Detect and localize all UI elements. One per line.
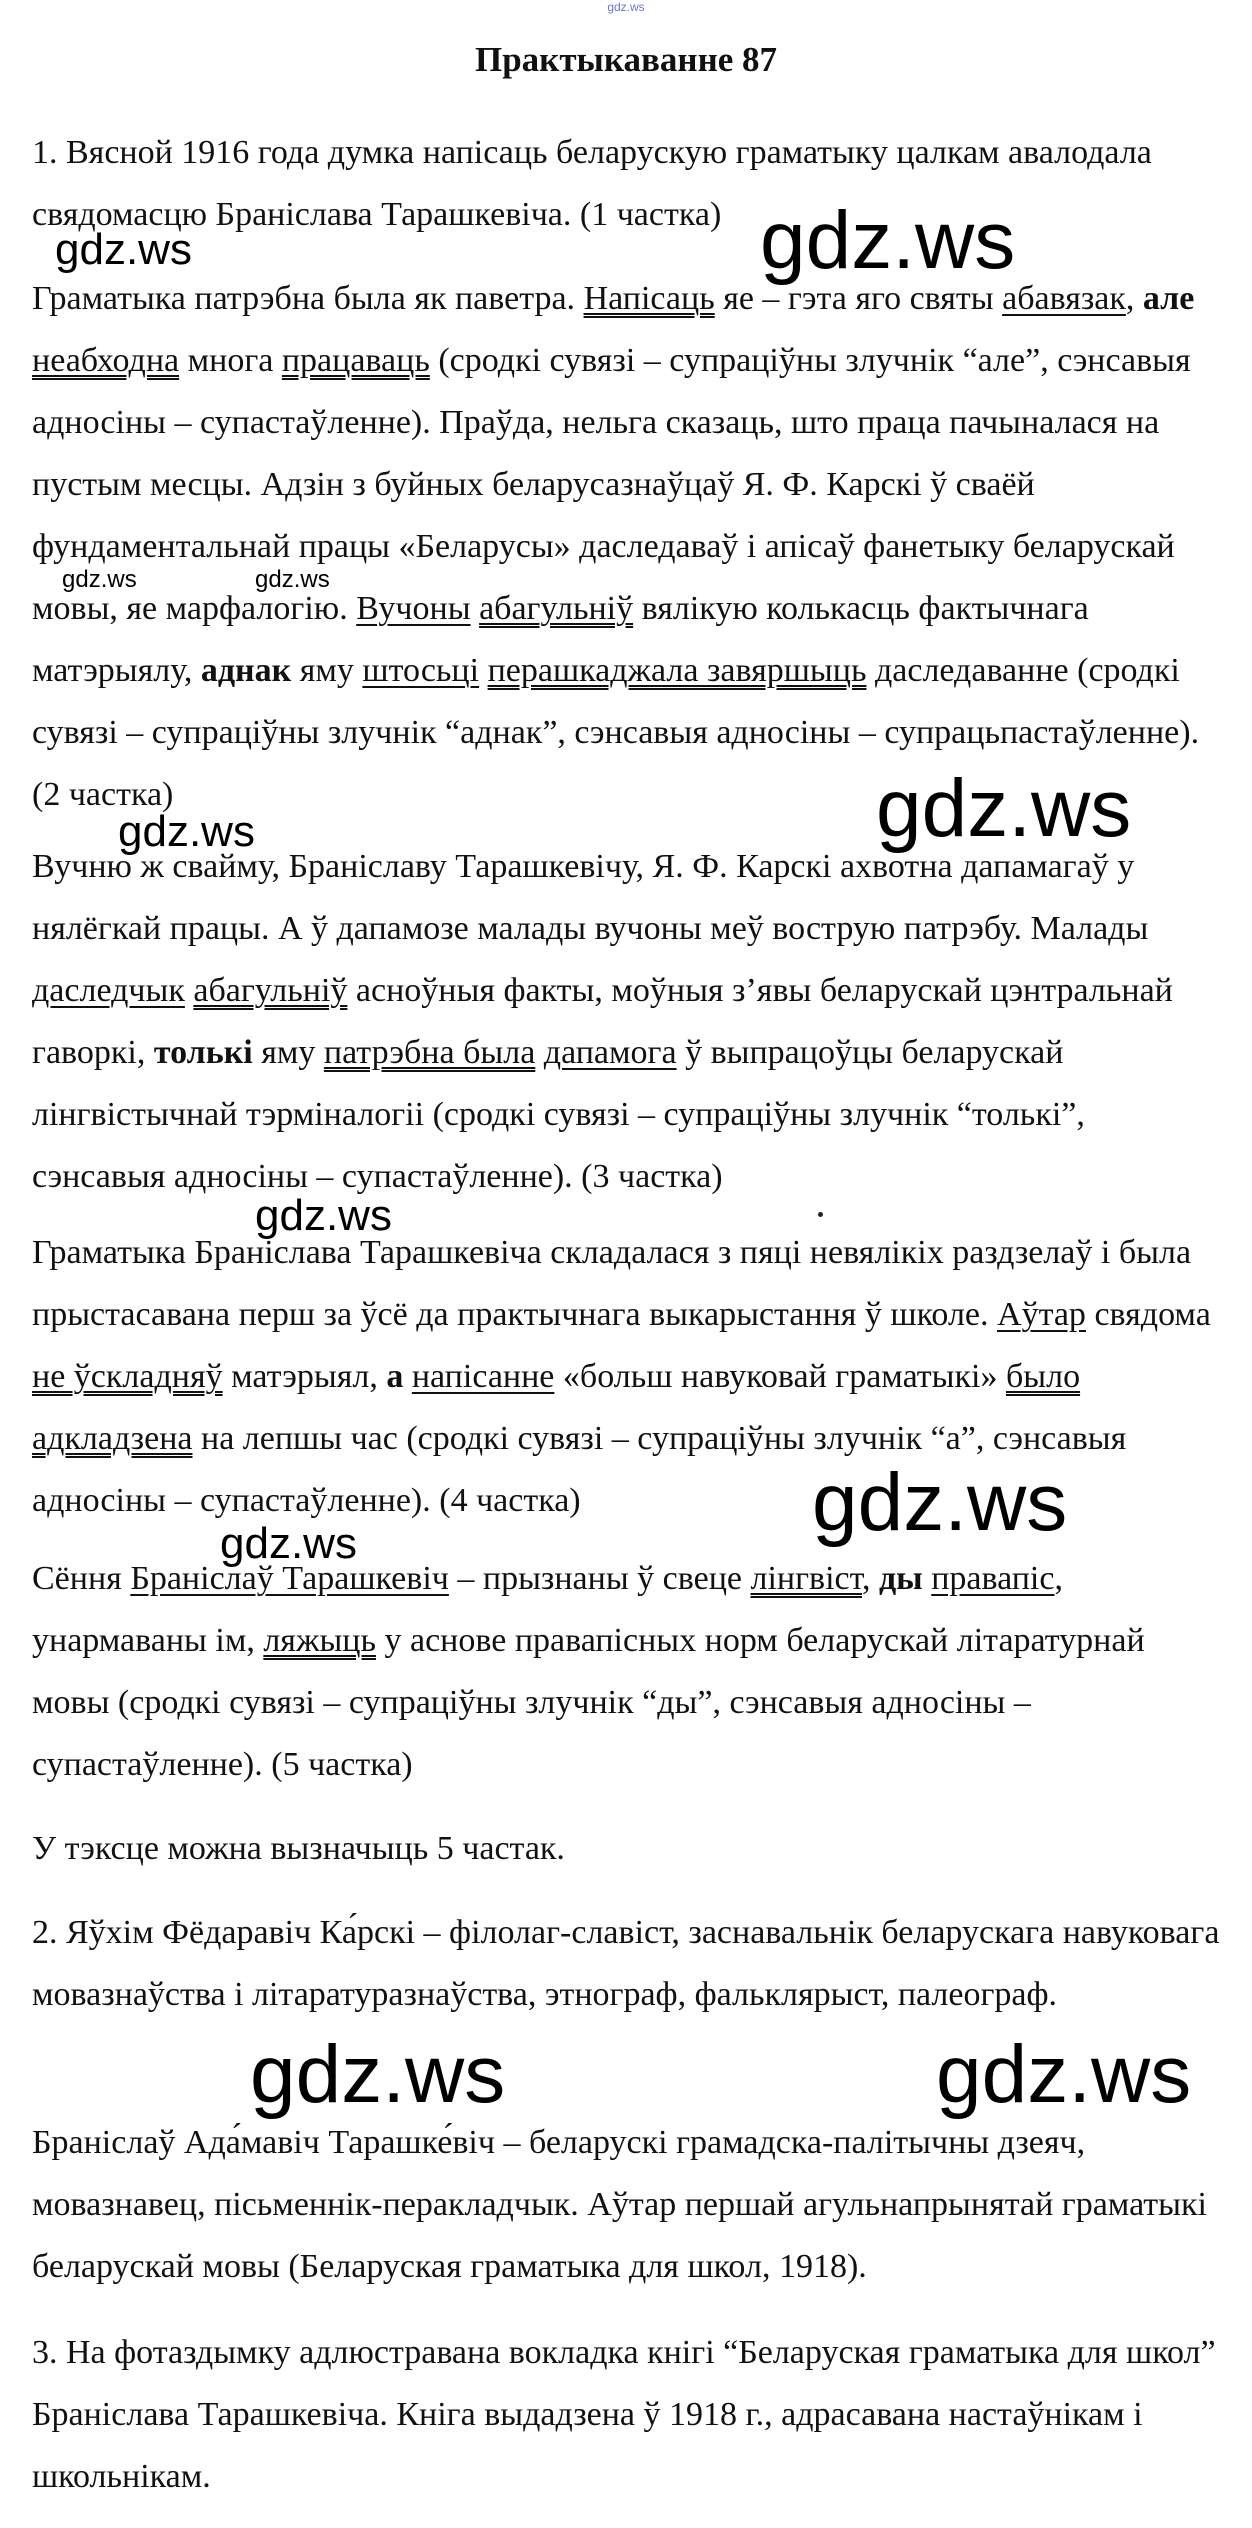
site-mark: gdz.ws <box>607 0 645 14</box>
paragraph-tarashkevich <box>32 2112 1222 2298</box>
text: асноўныя факты, моўныя з’явы беларускай цэнтральнай гаворкі, <box>32 972 1173 1071</box>
text: на лепшы час (сродкі сувязі – супраціўны злучнік “а”, сэнсавыя адносіны – супастаўленне). (4 частка) <box>32 1420 1127 1519</box>
subject-underline: правапіс <box>931 1560 1055 1597</box>
text: «больш навуковай граматыкі» <box>554 1358 1006 1395</box>
watermark: gdz.ws <box>936 2029 1192 2120</box>
subject-underline: даследчык <box>32 972 185 1009</box>
text <box>923 1560 932 1597</box>
subject-underline: штосьці <box>362 652 480 689</box>
photo-description: 3. На фотаздымку адлюстравана вокладка кнігі “Беларуская граматыка для школ” Браніслава Тарашкевіча. Кніга выдадзена ў 1918 г., адрасавана настаўнікам і школьнікам. <box>32 2334 1216 2495</box>
predicate-underline: было адкладзена <box>32 1358 1081 1457</box>
predicate-underline: ляжыць <box>263 1622 376 1659</box>
text: у аснове правапісных норм беларускай літаратурнай мовы (сродкі сувязі – супраціўны злучнік “ды”, сэнсавыя адносіны – супастаўленне). (5 частка) <box>32 1622 1145 1783</box>
text: , унармаваны ім, <box>32 1560 1063 1659</box>
text: яму <box>291 652 363 689</box>
part-1-text: 1. Вясной 1916 года думка напісаць беларускую граматыку цалкам авалодала свядомасцю Браніслава Тарашкевіча. (1 частка) <box>32 134 1152 233</box>
conjunction-bold: ды <box>878 1560 923 1597</box>
text: вялікую колькасць фактычнага матэрыялу, <box>32 590 1089 689</box>
paragraph-photo-description <box>32 2322 1222 2508</box>
paragraph-part-2 <box>32 268 1222 826</box>
text: даследаванне (сродкі сувязі – супраціўны злучнік “аднак”, сэнсавыя адносіны – супрацьпастаўленне). (2 частка) <box>32 652 1200 813</box>
summary-text: У тэксце можна вызначыць 5 частак. <box>32 1830 565 1867</box>
predicate-underline: абагульніў <box>479 590 634 627</box>
watermark: gdz.ws <box>250 2029 506 2120</box>
watermark: gdz.ws <box>62 566 137 593</box>
paragraph-part-3 <box>32 836 1222 1208</box>
text: (сродкі сувязі – супраціўны злучнік “але”, сэнсавыя адносіны – супастаўленне). Праўда, нельга сказаць, што праца пачыналася на пустым месцы. Адзін з буйных беларусазнаўцаў Я. Ф. Карскі ў сваёй фундаментальнай працы «Беларусы» даследаваў і апісаў фанетыку беларускай мовы, яе марфалогію. <box>32 342 1191 627</box>
watermark: gdz.ws <box>876 763 1132 854</box>
watermark: gdz.ws <box>760 195 1016 286</box>
paragraph-part-1 <box>32 122 1222 246</box>
predicate-underline: абагульніў <box>193 972 348 1009</box>
text: яе – гэта яго святы <box>714 280 1003 317</box>
text: яму <box>252 1034 324 1071</box>
paragraph-summary <box>32 1818 1222 1880</box>
predicate-underline: неабходна <box>32 342 180 379</box>
watermark: gdz.ws <box>55 225 192 274</box>
conjunction-bold: аднак <box>200 652 292 689</box>
watermark: gdz.ws <box>255 566 330 593</box>
subject-underline: напісанне <box>411 1358 555 1395</box>
predicate-underline: патрэбна была <box>323 1034 536 1071</box>
text: ў выпрацоўцы беларускай лінгвістычнай тэрміналогіі (сродкі сувязі – супраціўны злучнік “толькі”, сэнсавыя адносіны – супастаўленне). (3 частка) <box>32 1034 1085 1195</box>
paragraph-part-5 <box>32 1548 1222 1796</box>
text: Граматыка Браніслава Тарашкевіча складалася з пяці невялікіх раздзелаў і была прыстасавана перш за ўсё да практычнага выкарыстання ў школе. <box>32 1234 1192 1333</box>
text: Граматыка патрэбна была як паветра. <box>32 280 584 317</box>
conjunction-bold: а <box>386 1358 404 1395</box>
predicate-underline: лінгвіст <box>750 1560 862 1597</box>
stray-dot <box>818 1212 823 1217</box>
karski-bio: 2. Яўхім Фёдаравіч Ка́рскі – філолаг-славіст, заснавальнік беларускага навуковага мовазнаўства і літаратуразнаўства, этнограф, фальклярыст, палеограф. <box>32 1914 1220 2013</box>
predicate-underline: працаваць <box>281 342 430 379</box>
subject-underline: абавязак <box>1002 280 1126 317</box>
text: Вучню ж свайму, Браніславу Тарашкевічу, Я. Ф. Карскі ахвотна дапамагаў у нялёгкай працы. А ў дапамозе малады вучоны меў вострую патрэбу. Малады <box>32 848 1149 947</box>
page-title: Практыкаванне 87 <box>474 40 778 79</box>
predicate-underline: не ўскладняў <box>32 1358 223 1395</box>
text: – прызнаны ў свеце <box>448 1560 751 1597</box>
subject-underline: Браніслаў Тарашкевіч <box>130 1560 449 1597</box>
watermark: gdz.ws <box>118 807 255 856</box>
text: многа <box>179 342 282 379</box>
text <box>535 1034 544 1071</box>
subject-underline: Вучоны <box>356 590 471 627</box>
subject-underline: Аўтар <box>997 1296 1086 1333</box>
text: матэрыял, <box>222 1358 387 1395</box>
text <box>479 652 488 689</box>
watermark: gdz.ws <box>220 1519 357 1568</box>
watermark: gdz.ws <box>255 1191 392 1240</box>
conjunction-bold: але <box>1142 280 1195 317</box>
subject-underline: дапамога <box>543 1034 677 1071</box>
tarashkevich-bio: Браніслаў Ада́мавіч Тарашке́віч – беларускі грамадска-палітычны дзеяч, мовазнавец, пісьменнік-перакладчык. Аўтар першай агульнапрынятай граматыкі беларускай мовы (Беларуская граматыка для школ, 1918). <box>32 2124 1207 2285</box>
text: Сёння <box>32 1560 131 1597</box>
text: , <box>1125 280 1143 317</box>
paragraph-karski <box>32 1902 1222 2026</box>
predicate-underline: перашкаджала завяршыць <box>487 652 867 689</box>
text: , <box>861 1560 879 1597</box>
text: свядома <box>1085 1296 1211 1333</box>
conjunction-bold: толькі <box>153 1034 253 1071</box>
text <box>403 1358 412 1395</box>
text <box>471 590 480 627</box>
watermark: gdz.ws <box>812 1457 1068 1548</box>
predicate-underline: Напісаць <box>583 280 715 317</box>
